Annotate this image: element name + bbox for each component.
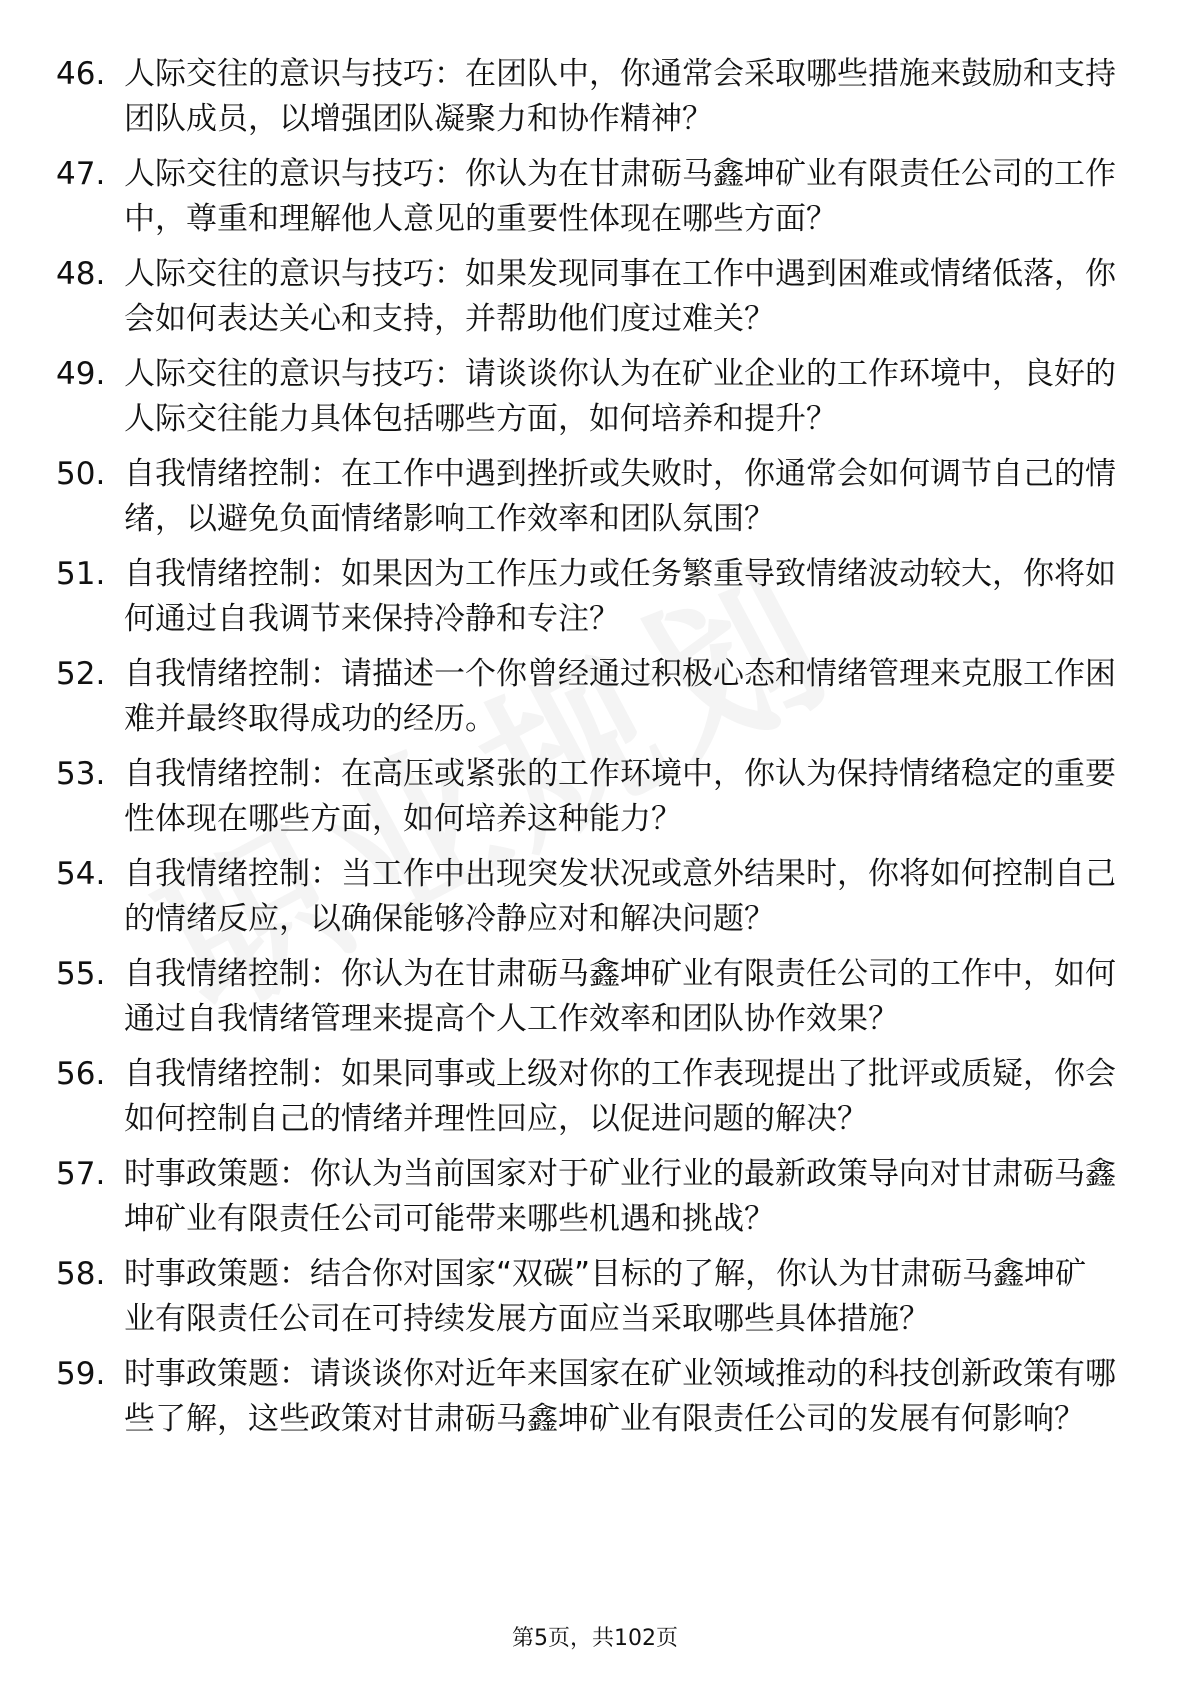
question-list: [56, 52, 1116, 1452]
question-item: [56, 552, 1116, 642]
question-text: 人际交往的意识与技巧：你认为在甘肃砺马鑫坤矿业有限责任公司的工作中，尊重和理解他人意见的重要性体现在哪些方面？: [124, 156, 1116, 237]
question-item: [56, 1152, 1116, 1242]
question-text: 自我情绪控制：在工作中遇到挫折或失败时，你通常会如何调节自己的情绪，以避免负面情绪影响工作效率和团队氛围？: [124, 456, 1116, 537]
question-text: 时事政策题：结合你对国家“双碳”目标的了解，你认为甘肃砺马鑫坤矿业有限责任公司在可持续发展方面应当采取哪些具体措施？: [124, 1256, 1087, 1337]
question-item: [56, 652, 1116, 742]
question-number: 47.: [56, 156, 106, 192]
question-text: 自我情绪控制：请描述一个你曾经通过积极心态和情绪管理来克服工作困难并最终取得成功的经历。: [124, 656, 1116, 737]
question-number: 48.: [56, 256, 106, 292]
question-text: 自我情绪控制：如果因为工作压力或任务繁重导致情绪波动较大，你将如何通过自我调节来保持冷静和专注？: [124, 556, 1116, 637]
question-item: [56, 52, 1116, 142]
question-number: 56.: [56, 1056, 106, 1092]
question-number: 51.: [56, 556, 106, 592]
question-text: 人际交往的意识与技巧：如果发现同事在工作中遇到困难或情绪低落，你会如何表达关心和支持，并帮助他们度过难关？: [124, 256, 1116, 337]
question-text: 自我情绪控制：你认为在甘肃砺马鑫坤矿业有限责任公司的工作中，如何通过自我情绪管理来提高个人工作效率和团队协作效果？: [124, 956, 1116, 1037]
question-item: [56, 1052, 1116, 1142]
question-number: 53.: [56, 756, 106, 792]
question-item: [56, 452, 1116, 542]
question-text: 时事政策题：你认为当前国家对于矿业行业的最新政策导向对甘肃砺马鑫坤矿业有限责任公司可能带来哪些机遇和挑战？: [124, 1156, 1116, 1237]
question-text: 人际交往的意识与技巧：在团队中，你通常会采取哪些措施来鼓励和支持团队成员，以增强团队凝聚力和协作精神？: [124, 56, 1116, 137]
question-number: 49.: [56, 356, 106, 392]
question-text: 自我情绪控制：当工作中出现突发状况或意外结果时，你将如何控制自己的情绪反应，以确保能够冷静应对和解决问题？: [124, 856, 1116, 937]
question-number: 58.: [56, 1256, 106, 1292]
question-number: 55.: [56, 956, 106, 992]
question-text: 自我情绪控制：在高压或紧张的工作环境中，你认为保持情绪稳定的重要性体现在哪些方面，如何培养这种能力？: [124, 756, 1116, 837]
question-text: 时事政策题：请谈谈你对近年来国家在矿业领域推动的科技创新政策有哪些了解，这些政策对甘肃砺马鑫坤矿业有限责任公司的发展有何影响？: [124, 1356, 1116, 1437]
question-item: [56, 352, 1116, 442]
question-text: 自我情绪控制：如果同事或上级对你的工作表现提出了批评或质疑，你会如何控制自己的情绪并理性回应，以促进问题的解决？: [124, 1056, 1116, 1137]
question-item: [56, 1252, 1116, 1342]
question-number: 50.: [56, 456, 106, 492]
question-item: [56, 952, 1116, 1042]
question-text: 人际交往的意识与技巧：请谈谈你认为在矿业企业的工作环境中，良好的人际交往能力具体包括哪些方面，如何培养和提升？: [124, 356, 1116, 437]
question-item: [56, 852, 1116, 942]
question-item: [56, 752, 1116, 842]
question-item: [56, 252, 1116, 342]
page-footer: 第5页，共102页: [512, 1626, 678, 1651]
question-number: 52.: [56, 656, 106, 692]
question-item: [56, 152, 1116, 242]
question-number: 59.: [56, 1356, 106, 1392]
question-number: 46.: [56, 56, 106, 92]
question-item: [56, 1352, 1116, 1442]
question-number: 57.: [56, 1156, 106, 1192]
question-number: 54.: [56, 856, 106, 892]
